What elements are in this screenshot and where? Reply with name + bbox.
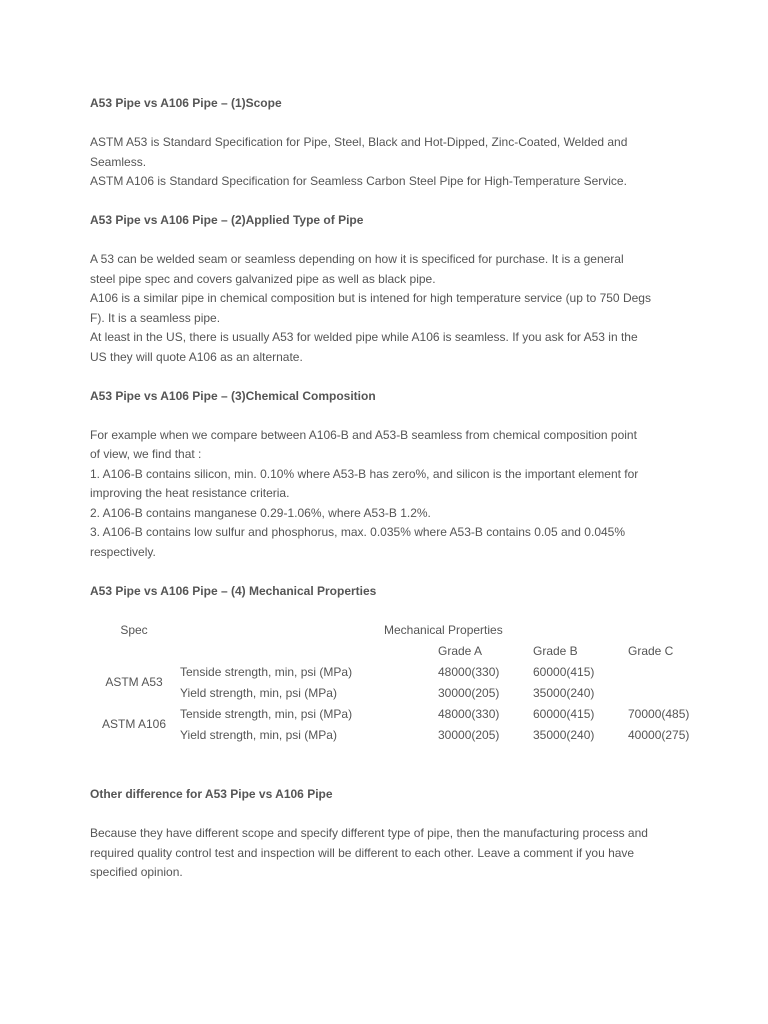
applied-line: steel pipe spec and covers galvanized pipe as well as black pipe. — [90, 271, 436, 286]
table-header-row — [90, 619, 708, 640]
grade-a-header: Grade A — [438, 643, 483, 658]
grade-b-cell: 35000(240) — [533, 685, 595, 700]
grade-a-cell: 30000(205) — [438, 685, 500, 700]
chemical-heading: A53 Pipe vs A106 Pipe – (3)Chemical Composition — [90, 388, 376, 403]
prop-cell: Tenside strength, min, psi (MPa) — [180, 664, 353, 679]
scope-heading: A53 Pipe vs A106 Pipe – (1)Scope — [90, 96, 282, 110]
spec-cell: ASTM A53 — [105, 675, 163, 689]
spec-cell: ASTM A106 — [101, 717, 167, 731]
grade-b-header: Grade B — [533, 643, 578, 658]
other-line: specified opinion. — [90, 865, 183, 879]
scope-line: Seamless. — [90, 154, 147, 169]
chemical-line: 1. A106-B contains silicon, min. 0.10% where A53-B has zero%, and silicon is the important element for — [90, 466, 639, 481]
grade-a-cell: 48000(330) — [438, 706, 500, 721]
scope-line: ASTM A106 is Standard Specification for Seamless Carbon Steel Pipe for High-Temperature Service. — [90, 174, 627, 188]
other-section — [90, 785, 690, 883]
applied-line: A106 is a similar pipe in chemical composition but is intened for high temperature service (up to 750 Degs — [90, 291, 651, 305]
table-row — [90, 661, 708, 682]
grade-c-cell — [628, 661, 708, 682]
applied-line: A 53 can be welded seam or seamless depending on how it is specificed for purchase. It is a general — [90, 252, 624, 266]
applied-line: F). It is a seamless pipe. — [90, 310, 221, 325]
grade-b-cell: 60000(415) — [533, 706, 595, 721]
other-line: Because they have different scope and specify different type of pipe, then the manufacturing process and — [90, 826, 648, 840]
chemical-line: 3. A106-B contains low sulfur and phosphorus, max. 0.035% where A53-B contains 0.05 and 0.045% — [90, 525, 626, 539]
grade-a-cell: 48000(330) — [438, 664, 500, 679]
mechanical-properties-table — [90, 619, 708, 745]
grade-a-cell: 30000(205) — [438, 727, 500, 742]
chemical-line: For example when we compare between A106-B and A53-B seamless from chemical composition point — [90, 427, 637, 442]
grade-b-cell: 35000(240) — [533, 727, 595, 742]
grade-b-cell: 60000(415) — [533, 664, 595, 679]
other-heading: Other difference for A53 Pipe vs A106 Pipe — [90, 787, 333, 801]
spec-header: Spec — [120, 622, 148, 637]
chemical-line: respectively. — [90, 544, 156, 559]
scope-line: ASTM A53 is Standard Specification for Pipe, Steel, Black and Hot-Dipped, Zinc-Coated, Welded and — [90, 135, 628, 149]
other-line: required quality control test and inspection will be different to each other. Leave a comment if you have — [90, 845, 635, 860]
table-row — [90, 682, 708, 703]
table-row — [90, 703, 708, 724]
prop-cell: Yield strength, min, psi (MPa) — [180, 685, 337, 700]
chemical-line: improving the heat resistance criteria. — [90, 486, 290, 500]
mechanical-heading: A53 Pipe vs A106 Pipe – (4) Mechanical Properties — [90, 583, 377, 598]
article-body — [90, 94, 690, 601]
grade-c-cell: 40000(275) — [628, 727, 690, 742]
table-row — [90, 724, 708, 745]
applied-heading: A53 Pipe vs A106 Pipe – (2)Applied Type of Pipe — [90, 213, 364, 227]
prop-cell: Yield strength, min, psi (MPa) — [180, 727, 337, 742]
applied-line: At least in the US, there is usually A53 for welded pipe while A106 is seamless. If you ask for A53 in the — [90, 330, 638, 344]
chemical-line: of view, we find that : — [90, 447, 202, 461]
grade-c-cell: 70000(485) — [628, 706, 690, 721]
props-header: Mechanical Properties — [384, 622, 503, 637]
chemical-line: 2. A106-B contains manganese 0.29-1.06%, where A53-B 1.2%. — [90, 505, 431, 520]
grade-c-header: Grade C — [628, 643, 674, 658]
grade-c-cell — [628, 682, 708, 703]
prop-cell: Tenside strength, min, psi (MPa) — [180, 706, 353, 721]
applied-line: US they will quote A106 as an alternate. — [90, 349, 303, 364]
grade-header-row — [90, 640, 708, 661]
